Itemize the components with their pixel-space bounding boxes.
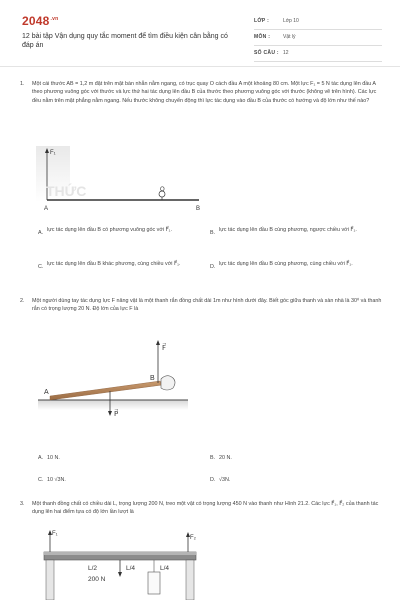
point-b-label: B (150, 375, 155, 382)
rod (50, 381, 162, 400)
option-letter: B. (210, 230, 216, 236)
header-divider (0, 66, 400, 67)
arrow-head-icon (156, 340, 160, 345)
force-label-f: F⃗ (162, 345, 167, 352)
meta-table (254, 14, 382, 62)
question-3-figure (36, 526, 216, 600)
option-text: lực tác dụng lên đầu B khác phương, cùng chiều với F⃗₁. (47, 261, 181, 267)
option-letter: C. (38, 477, 44, 483)
arrow-head-icon (108, 411, 112, 416)
dim-label-l4a: L/4 (126, 565, 136, 572)
dim-label-l2: L/2 (88, 565, 98, 572)
option-text: 20 N. (219, 455, 232, 461)
meta-key: SỐ CÂU : (254, 50, 279, 56)
option-letter: A. (38, 230, 44, 236)
question-2 (20, 297, 382, 317)
meta-value: Vật lý (283, 34, 296, 40)
point-o-label: O (160, 187, 165, 193)
force-label-f2: F₂ (190, 535, 196, 541)
question-number: 3. (20, 501, 25, 507)
question-text: Một người dùng tay tác dụng lực F nâng vật là một thanh rắn đồng chất dài 1m như hình dưới đây. Biết góc giữa thanh và sàn nhà là 30⁰ và thanh rắn có trọng lượng 20 N. Độ lớn của lực F là (32, 298, 382, 313)
hanging-weight (148, 572, 160, 594)
option-text: lực tác dụng lên đầu B cùng phương, cùng chiều với F⃗₁. (219, 261, 353, 267)
question-1-figure (36, 142, 216, 218)
option-text: 10 N. (47, 455, 60, 461)
question-number: 2. (20, 298, 25, 304)
page-title: 12 bài tập Vận dụng quy tắc moment để tìm điều kiện cân bằng có đáp án (22, 33, 228, 49)
option-text: 10 √3N. (47, 477, 66, 483)
option-letter: D. (210, 264, 216, 270)
question-text: Một cái thước AB = 1,2 m đặt trên mặt bàn nhẵn nằm ngang, có trục quay O cách đầu A một khoảng 80 cm. Một lực F₁ = 5 N tác dụng lên đầu A theo phương vuông góc với thước và lực thứ hai tác dụng lên đầu B của thước theo phương vuông góc với thước (không vẽ trên hình). Các lực đều nằm trên mặt phẳng nằm ngang. Nếu thước không chuyển động thì lực tác dụng vào đầu B của thước có hướng và độ lớn như thế nào? (32, 81, 377, 104)
floor (38, 400, 188, 410)
arrow-head-icon (118, 572, 122, 577)
force-label-f1: F₁ (50, 150, 56, 156)
force-label-f1: F₁ (52, 531, 58, 537)
site-logo[interactable] (22, 14, 58, 28)
support-left (46, 560, 54, 600)
option-letter: C. (38, 264, 44, 270)
support-right (186, 560, 194, 600)
weight-label: 200 N (88, 576, 106, 583)
question-text: Một thanh đồng chất có chiều dài L, trọng lượng 200 N, treo một vật có trọng lượng 450 N vào thanh như Hình 21.2. Các lực F⃗₁, F⃗₂ của thanh tác dụng lên hai điểm tựa có độ lớn lần lượt là (32, 501, 379, 516)
watermark-text: THỨC (46, 183, 87, 199)
logo-suffix: .vn (50, 16, 59, 22)
question-3 (20, 500, 382, 520)
point-a-label: A (44, 389, 49, 396)
question-1 (20, 80, 382, 140)
meta-row-subject (254, 30, 382, 46)
meta-row-count (254, 46, 382, 62)
option-text: lực tác dụng lên đầu B có phương vuông góc với F⃗₁. (47, 227, 172, 233)
dim-label-l4b: L/4 (160, 565, 170, 572)
bar-highlight (44, 552, 196, 555)
option-letter: B. (210, 455, 216, 461)
page-header (0, 0, 400, 66)
question-2-figure (38, 336, 198, 438)
question-number: 1. (20, 81, 25, 87)
point-a-label: A (44, 206, 49, 212)
option-text: √3N. (219, 477, 231, 483)
hand-icon (161, 376, 175, 390)
point-b-label: B (196, 206, 201, 212)
logo-main: 2048 (22, 14, 50, 28)
meta-row-class (254, 14, 382, 30)
meta-key: LỚP : (254, 18, 270, 24)
option-letter: A. (38, 455, 44, 461)
meta-value: 12 (283, 50, 289, 56)
meta-key: MÔN : (254, 34, 271, 40)
option-text: lực tác dụng lên đầu B cùng phương, ngược chiều với F⃗₁. (219, 227, 357, 233)
meta-value: Lớp 10 (283, 18, 299, 24)
option-letter: D. (210, 477, 216, 483)
weight-label-p: P⃗ (114, 411, 119, 418)
